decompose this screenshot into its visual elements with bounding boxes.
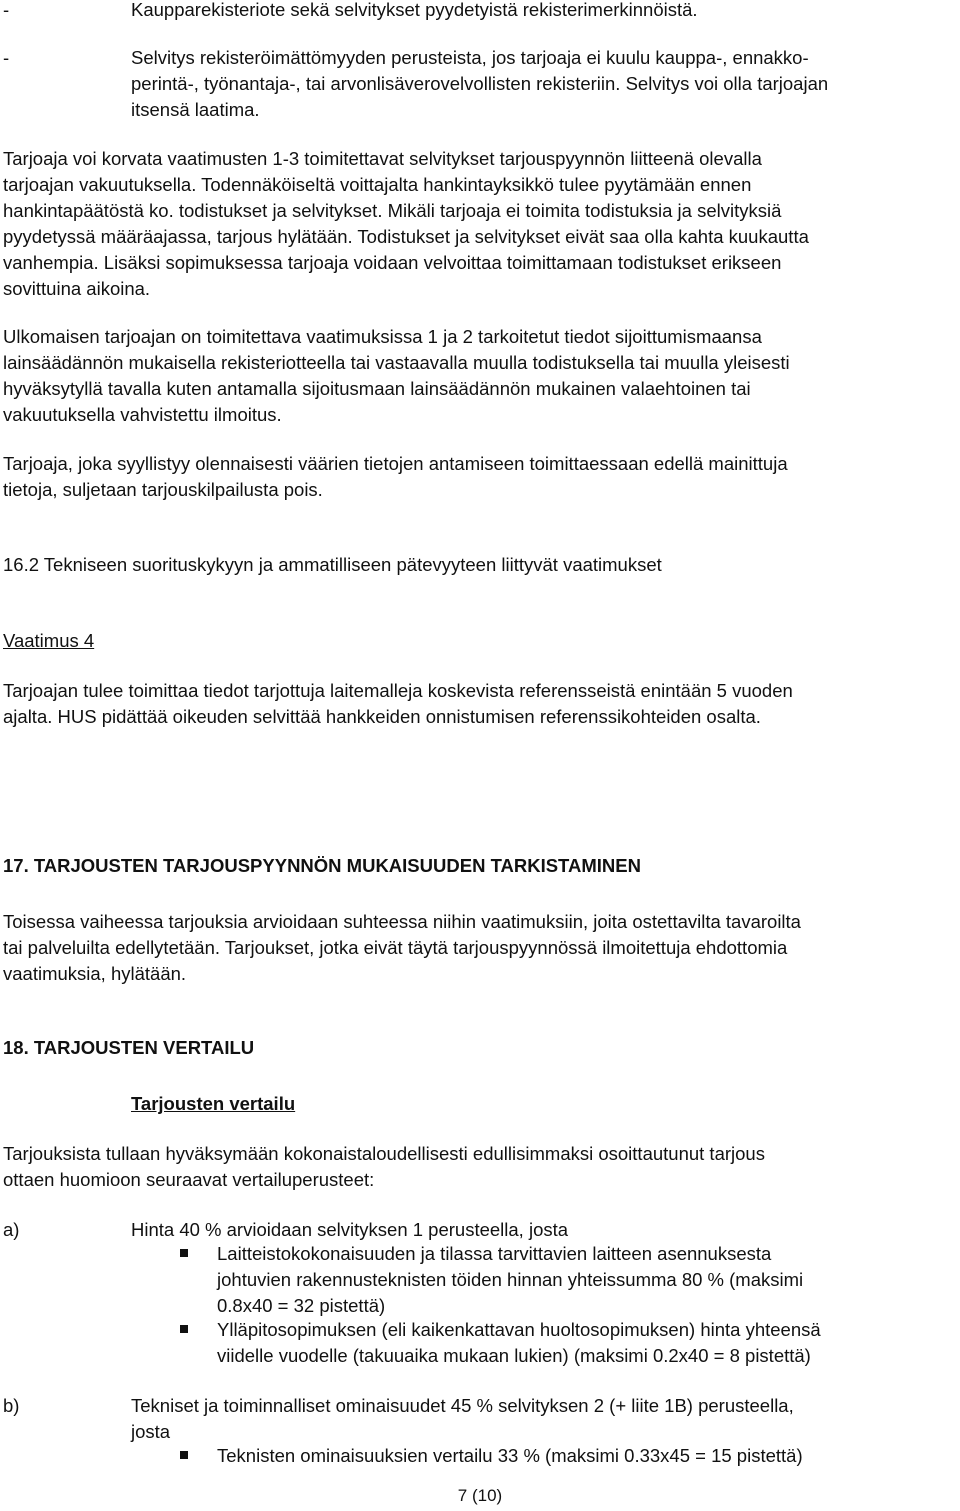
paragraph-1-line: sovittuina aikoina. (3, 278, 151, 299)
criterion-b-marker: b) (3, 1395, 20, 1416)
paragraph-1-line: hankintapäätöstä ko. todistukset ja selvitykset. Mikäli tarjoaja ei toimita todistuksia ja selvityksiä (3, 200, 782, 221)
list-dash-1: - (3, 0, 10, 20)
paragraph-3-line: Tarjoaja, joka syyllistyy olennaisesti väärien tietojen antamiseen toimittaessaan edellä mainittuja (3, 453, 788, 474)
list-item-2-line-2: perintä-, työnantaja-, tai arvonlisäverovelvollisten rekisteriin. Selvitys voi olla tarjoajan (131, 73, 829, 94)
list-item-2-line-1: Selvitys rekisteröimättömyyden perusteista, jos tarjoaja ei kuulu kauppa-, ennakko- (131, 47, 809, 68)
criterion-a-bullet-1-line: 0.8x40 = 32 pistettä) (217, 1295, 386, 1316)
requirement-4-line: Tarjoajan tulee toimittaa tiedot tarjottuja laitemalleja koskevista referensseistä enintään 5 vuoden (3, 680, 793, 701)
paragraph-1-line: tarjoajan vakuutuksella. Todennäköiseltä voittajalta hankintayksikkö tulee pyytämään ennen (3, 174, 752, 195)
criterion-a-bullet-1-line: johtuvien rakennusteknisten töiden hinnan yhteissumma 80 % (maksimi (217, 1269, 804, 1290)
criterion-b-text: Tekniset ja toiminnalliset ominaisuudet 45 % selvityksen 2 (+ liite 1B) perusteella, (131, 1395, 794, 1416)
paragraph-3-line: tietoja, suljetaan tarjouskilpailusta pois. (3, 479, 323, 500)
section-18-subheading: Tarjousten vertailu (131, 1093, 296, 1114)
section-18-line: Tarjouksista tullaan hyväksymään kokonaistaloudellisesti edullisimmaksi osoittautunut tarjous (3, 1143, 765, 1164)
page-number: 7 (10) (457, 1486, 503, 1505)
criterion-a-text: Hinta 40 % arvioidaan selvityksen 1 perusteella, josta (131, 1219, 569, 1240)
paragraph-2-line: hyväksytyllä tavalla kuten antamalla sijoitusmaan lainsäädännön mukainen valaehtoinen tai (3, 378, 751, 399)
requirement-4-line: ajalta. HUS pidättää oikeuden selvittää hankkeiden onnistumisen referenssikohteiden osalta. (3, 706, 761, 727)
section-17-heading: 17. TARJOUSTEN TARJOUSPYYNNÖN MUKAISUUDEN TARKISTAMINEN (3, 855, 641, 876)
list-item-1-line-1: Kaupparekisteriote sekä selvitykset pyydetyistä rekisterimerkinnöistä. (131, 0, 698, 20)
section-18-heading: 18. TARJOUSTEN VERTAILU (3, 1037, 255, 1058)
section-17-line: tai palveluilta edellytetään. Tarjoukset, jotka eivät täytä tarjouspyynnössä ilmoitettuja ehdottomia (3, 937, 788, 958)
bullet-square-icon (180, 1451, 188, 1459)
paragraph-2-line: Ulkomaisen tarjoajan on toimitettava vaatimuksissa 1 ja 2 tarkoitetut tiedot sijoittumismaansa (3, 326, 762, 347)
criterion-b-text: josta (131, 1421, 171, 1442)
section-16-2-heading: 16.2 Tekniseen suorituskykyyn ja ammatilliseen pätevyyteen liittyvät vaatimukset (3, 554, 662, 575)
paragraph-1-line: vanhempia. Lisäksi sopimuksessa tarjoaja voidaan velvoittaa toimittamaan todistukset erikseen (3, 252, 782, 273)
section-18-line: ottaen huomioon seuraavat vertailuperusteet: (3, 1169, 375, 1190)
list-item-2-line-3: itsensä laatima. (131, 99, 260, 120)
paragraph-2-line: lainsäädännön mukaisella rekisteriotteella tai vastaavalla muulla todistuksella tai muulla yleisesti (3, 352, 790, 373)
section-17-line: Toisessa vaiheessa tarjouksia arvioidaan suhteessa niihin vaatimuksiin, joita ostettavilta tavaroilta (3, 911, 801, 932)
bullet-square-icon (180, 1249, 188, 1257)
list-dash-2: - (3, 47, 10, 68)
criterion-b-bullet-1-line: Teknisten ominaisuuksien vertailu 33 % (maksimi 0.33x45 = 15 pistettä) (217, 1445, 803, 1466)
section-17-line: vaatimuksia, hylätään. (3, 963, 187, 984)
paragraph-1-line: pyydetyssä määräajassa, tarjous hylätään. Todistukset ja selvitykset eivät saa olla kahta kuukautta (3, 226, 809, 247)
paragraph-1-line: Tarjoaja voi korvata vaatimusten 1-3 toimitettavat selvitykset tarjouspyynnön liitteenä olevalla (3, 148, 762, 169)
criterion-a-marker: a) (3, 1219, 20, 1240)
criterion-a-bullet-2-line: Ylläpitosopimuksen (eli kaikenkattavan huoltosopimuksen) hinta yhteensä (217, 1319, 821, 1340)
requirement-4-title: Vaatimus 4 (3, 630, 95, 651)
bullet-square-icon (180, 1325, 188, 1333)
paragraph-2-line: vakuutuksella vahvistettu ilmoitus. (3, 404, 282, 425)
criterion-a-bullet-1-line: Laitteistokokonaisuuden ja tilassa tarvittavien laitteen asennuksesta (217, 1243, 772, 1264)
criterion-a-bullet-2-line: viidelle vuodelle (takuuaika mukaan lukien) (maksimi 0.2x40 = 8 pistettä) (217, 1345, 811, 1366)
